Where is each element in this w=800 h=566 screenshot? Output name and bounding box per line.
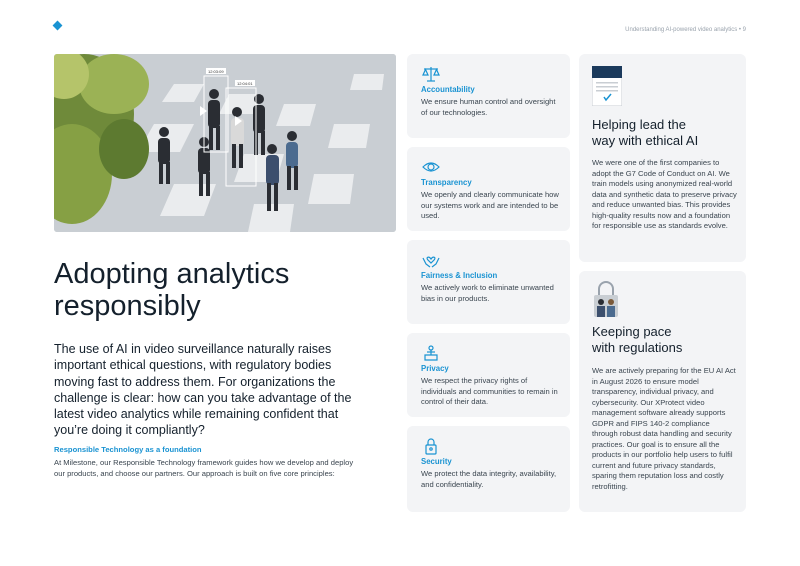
principle-card-security bbox=[407, 426, 570, 512]
side-card-title-line-2: way with ethical AI bbox=[592, 133, 699, 149]
ethical-ai-card bbox=[579, 54, 746, 262]
lock-icon bbox=[421, 436, 441, 456]
regulations-card bbox=[579, 271, 746, 512]
detection-label-1: 12:03:09 bbox=[208, 69, 224, 74]
title-line-2: responsibly bbox=[54, 290, 201, 322]
side-card-body: We were one of the first companies to adopt the G7 Code of Conduct on AI. We train models using anonymized real-world data and synthetic data to preserve privacy and reduce unwanted bias. This provides high-quality results now and a foundation for responsible use as standards evolve. bbox=[592, 158, 737, 230]
side-card-title bbox=[592, 324, 737, 357]
intro-paragraph: The use of AI in video surveillance naturally raises important ethical questions, with regulatory bodies moving fast to address them. For organizations the challenge is clear: how can you take advantage of the latest video analytics while remaining confident that you’re doing it compliantly? bbox=[54, 342, 352, 438]
principle-body: We actively work to eliminate unwanted bias in our products. bbox=[421, 283, 554, 303]
responsible-technology-body: At Milestone, our Responsible Technology framework guides how we develop and deploy our products, and choose our partners. Our approach is built on five core principles: bbox=[54, 458, 354, 478]
side-card-body: We are actively preparing for the EU AI Act in August 2026 to ensure model transparency, individual privacy, and cybersecurity. Our XProtect video management software already supports GDPR and FIPS 140-2 compliance through robust data handling and security practices. Our goal is to ensure all the products in our portfolio help users to fulfil current and future privacy standards, sparing them reputation loss and costly retrofitting. bbox=[592, 366, 736, 491]
side-card-title bbox=[592, 117, 737, 150]
page-title bbox=[54, 258, 384, 322]
people-padlock-icon bbox=[592, 281, 620, 319]
principle-body: We respect the privacy rights of individuals and communities to remain in control of their data. bbox=[421, 376, 558, 407]
privacy-hand-icon bbox=[421, 343, 441, 363]
brand-diamond-logo bbox=[53, 21, 63, 31]
page-reference: Understanding AI-powered video analytics • 9 bbox=[625, 27, 746, 33]
principle-title: Privacy bbox=[421, 364, 449, 373]
detection-label-2: 12:04:01 bbox=[237, 81, 253, 86]
document-icon bbox=[592, 66, 622, 106]
principle-body: We ensure human control and oversight of our technologies. bbox=[421, 97, 556, 117]
principle-body: We protect the data integrity, availability, and confidentiality. bbox=[421, 469, 557, 489]
title-line-1: Adopting analytics bbox=[54, 258, 290, 290]
side-card-title-line-1: Helping lead the bbox=[592, 117, 686, 132]
principle-card-privacy bbox=[407, 333, 570, 417]
responsible-technology-heading: Responsible Technology as a foundation bbox=[54, 445, 202, 454]
side-card-title-line-2: with regulations bbox=[592, 340, 683, 356]
principle-title: Transparency bbox=[421, 178, 472, 187]
principle-title: Fairness & Inclusion bbox=[421, 271, 498, 280]
principle-body: We openly and clearly communicate how our systems work and are intended to be used. bbox=[421, 190, 559, 221]
scales-icon bbox=[421, 64, 441, 84]
hands-heart-icon bbox=[421, 250, 441, 270]
principle-card-accountability bbox=[407, 54, 570, 138]
principle-card-fairness bbox=[407, 240, 570, 324]
principle-card-transparency bbox=[407, 147, 570, 231]
principle-title: Accountability bbox=[421, 85, 475, 94]
principle-title: Security bbox=[421, 457, 452, 466]
eye-icon bbox=[421, 157, 441, 177]
side-card-title-line-1: Keeping pace bbox=[592, 324, 672, 339]
crosswalk-photo bbox=[54, 54, 396, 232]
